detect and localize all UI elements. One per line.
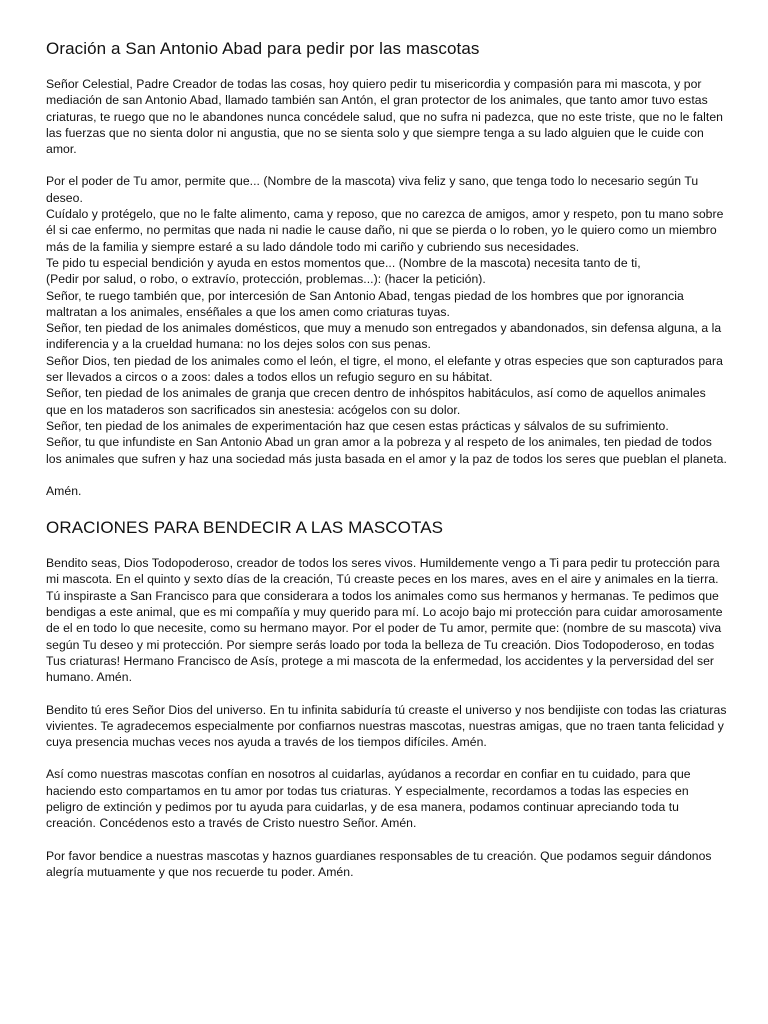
paragraph-por-favor: Por favor bendice a nuestras mascotas y haznos guardianes responsables de tu creación. Que podamos seguir dándonos alegría mutuamente y que nos recuerde tu poder. Amén. <box>46 848 712 879</box>
paragraph-asi-como: Así como nuestras mascotas confían en nosotros al cuidarlas, ayúdanos a recordar en confiar en tu cuidado, para que haciendo esto compartamos en tu amor por todas tus criaturas. Y especialmente, recordamos a todas las especies en peligro de extinción y pedimos por tu ayuda para cuidarlas, y de esa manera, podamos continuar apreciando toda tu creación. Concédenos esto a través de Cristo nuestro Señor. Amén. <box>46 767 691 831</box>
petition-line: Señor, ten piedad de los animales domésticos, que muy a menudo son entregados y abandonados, sin defensa alguna, a la indiferencia y a la crueldad humana: no los dejes solos con sus penas. <box>46 321 722 352</box>
paragraph-intro: Señor Celestial, Padre Creador de todas las cosas, hoy quiero pedir tu misericordia y compasión para mi mascota, y por mediación de san Antonio Abad, llamado también san Antón, el gran protector de los animales, que tanto amor tuvo estas criaturas, te ruego que no le abandones nunca concédele salud, que no sufra ni padezca, que no este triste, que no le falten las fuerzas que no sienta dolor ni angustia, que no se sienta solo y que siempre tenga a su lado alguien que le cuide con amor. <box>46 77 723 157</box>
paragraph-gap <box>46 467 728 483</box>
petition-line: Señor Dios, ten piedad de los animales como el león, el tigre, el mono, el elefante y otras especies que son capturados para ser llevados a circos o a zoos: dales a todos ellos un refugio seguro en su hábitat. <box>46 353 723 385</box>
paragraph-bendito-seas: Bendito seas, Dios Todopoderoso, creador de todos los seres vivos. Humildemente vengo a Ti para pedir tu protección para mi mascota. En el quinto y sexto días de la creación, Tú creaste peces en los mares, aves en el aire y animales en la tierra. Tú inspiraste a San Francisco para que considerara a todos los animales como sus hermanos y hermanas. Te pedimos que bendigas a este animal, que es mi compañía y muy querido para mí. Lo acojo bajo mi protección para cuidar amorosamente de el en todo lo que necesite, como su hermano mayor. Por el poder de Tu amor, permite que: (nombre de su mascota) viva según Tu deseo y mi protección. Por siempre serás loado por toda la belleza de Tu creación. Dios Todopoderoso, en todas Tus criaturas! Hermano Francisco de Asís, protege a mi mascota de la enfermedad, los accidentes y la perversidad del ser humano. Amén. <box>46 556 723 685</box>
paragraph-petitions <box>46 173 728 466</box>
paragraph-gap <box>46 832 728 848</box>
paragraph-gap <box>46 157 728 173</box>
petition-line: Señor, tu que infundiste en San Antonio Abad un gran amor a la pobreza y al respeto de los animales, ten piedad de todos los animales que sufren y haz una sociedad más justa basada en el amor y la paz de todos los seres que pueblan el planeta. <box>46 435 727 466</box>
petition-line: Señor, te ruego también que, por intercesión de San Antonio Abad, tengas piedad de los hombres que por ignorancia maltratan a los animales, enséñales a que los amen como criaturas tuyas. <box>46 288 684 319</box>
paragraph-bendito-tu: Bendito tú eres Señor Dios del universo. En tu infinita sabiduría tú creaste el universo y nos bendijiste con todas las criaturas vivientes. Te agradecemos especialmente por confiarnos nuestras mascotas, nuestras amigas, que no traen tanta felicidad y cuya presencia muchas veces nos ayuda a través de los tiempos difíciles. Amén. <box>46 702 727 750</box>
petition-line: Señor, ten piedad de los animales de granja que crecen dentro de inhóspitos habitáculos, así como de aquellos animales que en los mataderos son sacrificados sin anestesia: acógelos con su dolor. <box>46 386 706 417</box>
paragraph-gap <box>46 686 728 702</box>
petition-line: Te pido tu especial bendición y ayuda en estos momentos que... (Nombre de la mascota) necesita tanto de ti, <box>46 255 641 270</box>
section-title-oracion-san-antonio: Oración a San Antonio Abad para pedir por las mascotas <box>46 39 480 58</box>
petition-line: Cuídalo y protégelo, que no le falte alimento, cama y reposo, que no carezca de amigos, amor y respeto, pon tu mano sobre él si cae enfermo, no permitas que nada ni nadie le cause daño, ni que se pierda o lo roben, yo le quiero como un miembro más de la familia y siempre estaré a su lado dándole todo mi cariño y cubriendo sus necesidades. <box>46 207 724 254</box>
section-title-oraciones-bendecir: ORACIONES PARA BENDECIR A LAS MASCOTAS <box>46 518 444 538</box>
petition-line: Señor, ten piedad de los animales de experimentación haz que cesen estas prácticas y sálvalos de su sufrimiento. <box>46 418 669 433</box>
amen-line: Amén. <box>46 483 82 498</box>
paragraph-gap <box>46 750 728 766</box>
petition-line: (Pedir por salud, o robo, o extravío, protección, problemas...): (hacer la petición). <box>46 272 486 287</box>
petition-line: Por el poder de Tu amor, permite que... (Nombre de la mascota) viva feliz y sano, que tenga todo lo necesario según Tu deseo. <box>46 174 699 205</box>
